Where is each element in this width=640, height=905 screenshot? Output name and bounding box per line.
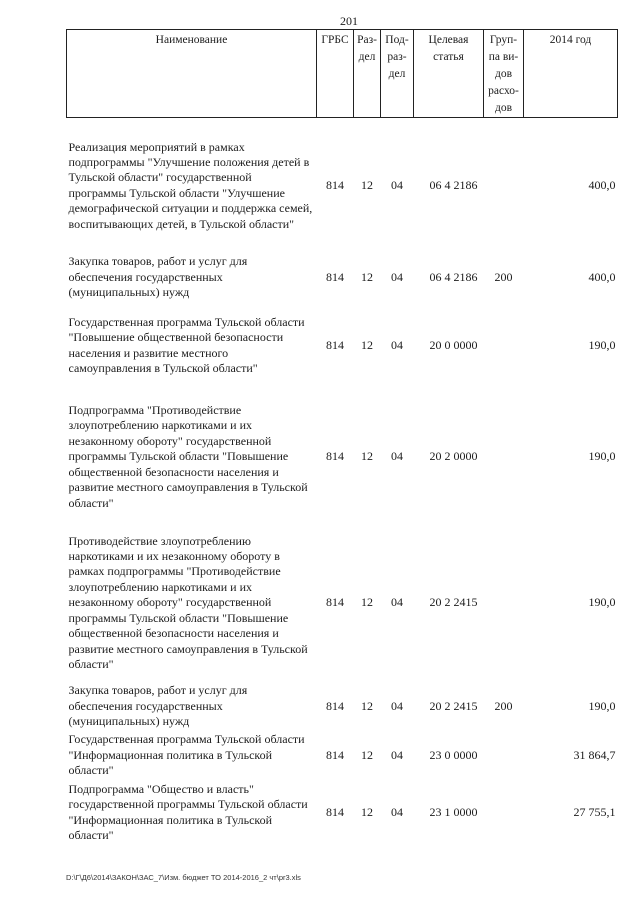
row-grbs: 814 [326,804,344,819]
row-sum: 27 755,1 [573,804,616,819]
row-razdel: 12 [361,449,373,464]
row-razdel: 12 [361,337,373,352]
row-name: Государственная программа Тульской области "Информационная политика в Тульской области" [68,732,305,778]
row-grbs: 814 [326,595,344,610]
row-statya: 23 1 0000 [429,804,478,819]
row-grbs: 814 [326,337,344,352]
row-podrazdel: 04 [391,698,403,713]
file-path-footer: D:\Г\Д6\2014\ЗАКОН\ЗАС_7\Изм. бюджет ТО 2014-2016_2 чт\pr3.xls [66,873,301,882]
row-grbs: 814 [326,178,344,193]
row-podrazdel: 04 [391,595,403,610]
row-podrazdel: 04 [391,178,403,193]
row-statya: 06 4 2186 [429,178,478,193]
row-name: Закупка товаров, работ и услуг для обеспечения государственных (муниципальных) нужд [68,254,248,300]
row-razdel: 12 [361,595,373,610]
row-razdel: 12 [361,747,373,762]
row-vid: 200 [494,698,513,713]
row-podrazdel: 04 [391,269,403,284]
row-name: Государственная программа Тульской области "Повышение общественной безопасности населения и развитие местного самоуправления в Тульской области" [68,314,305,375]
row-name: Реализация мероприятий в рамках подпрограммы "Улучшение положения детей в Тульской области" государственной программы Тульской области "Улучшение демографической ситуации и поддержка семей, воспитывающих детей, в Тульской области" [68,139,313,231]
table-header-row [67,30,618,118]
table-row [67,118,618,254]
row-statya: 20 2 2415 [429,595,478,610]
row-sum: 190,0 [588,449,616,464]
row-statya: 20 0 0000 [429,337,478,352]
row-statya: 06 4 2186 [429,269,478,284]
row-sum: 190,0 [588,595,616,610]
table-row [67,780,618,846]
row-vid [484,732,524,780]
table-row [67,732,618,780]
row-grbs: 814 [326,449,344,464]
row-vid [484,390,524,525]
row-sum: 31 864,7 [573,747,616,762]
row-sum: 400,0 [588,269,616,284]
table-row [67,525,618,682]
row-vid [484,780,524,846]
row-name: Подпрограмма "Противодействие злоупотреблению наркотиками и их незаконному обороту" государственной программы Тульской области "Повышение общественной безопасности населения и развитие местного самоуправления в Тульской области" [68,403,308,510]
row-vid [484,118,524,254]
row-razdel: 12 [361,804,373,819]
row-razdel: 12 [361,178,373,193]
row-podrazdel: 04 [391,337,403,352]
row-razdel: 12 [361,698,373,713]
row-vid [484,525,524,682]
row-vid: 200 [494,269,513,284]
row-sum: 190,0 [588,337,616,352]
row-statya: 20 2 2415 [429,698,478,713]
row-name: Противодействие злоупотреблению наркотиками и их незаконному обороту в рамках подпрограммы "Противодействие злоупотреблению наркотиками и их незаконному обороту" государственной программы Тульской области "Повышение общественной безопасности населения и развитие местного самоуправления в Тульской области" [68,533,308,671]
row-statya: 20 2 0000 [429,449,478,464]
row-statya: 23 0 0000 [429,747,478,762]
column-header-vid: Груп- па ви- дов расхо- дов [484,30,524,118]
row-grbs: 814 [326,698,344,713]
row-sum: 400,0 [588,178,616,193]
row-name: Подпрограмма "Общество и власть" государственной программы Тульской области "Информационная политика в Тульской области" [68,781,308,842]
row-sum: 190,0 [588,698,616,713]
row-podrazdel: 04 [391,747,403,762]
page-number: 201 [340,14,358,28]
table-row [67,390,618,525]
column-header-grbs: ГРБС [317,30,354,118]
column-header-name: Наименование [67,30,317,118]
row-vid [484,302,524,390]
table-row [67,682,618,732]
row-grbs: 814 [326,747,344,762]
column-header-statya: Целевая статья [414,30,484,118]
row-podrazdel: 04 [391,804,403,819]
table-row [67,302,618,390]
row-razdel: 12 [361,269,373,284]
row-name: Закупка товаров, работ и услуг для обеспечения государственных (муниципальных) нужд [68,683,248,729]
column-header-sum: 2014 год [524,30,618,118]
row-grbs: 814 [326,269,344,284]
column-header-podrazdel: Под- раз- дел [381,30,414,118]
table-row [67,254,618,302]
row-podrazdel: 04 [391,449,403,464]
budget-table [66,29,618,846]
column-header-razdel: Раз- дел [354,30,381,118]
